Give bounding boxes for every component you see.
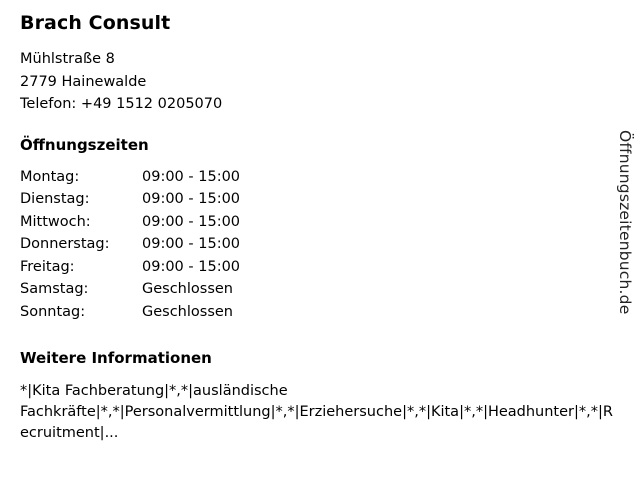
address-phone: Telefon: +49 1512 0205070 — [20, 96, 223, 112]
table-row — [20, 278, 240, 301]
hours-day-label: Donnerstag: — [20, 236, 110, 252]
watermark-label: Öffnungszeitenbuch.de — [616, 130, 634, 315]
business-listing — [20, 10, 620, 444]
hours-day-value: 09:00 - 15:00 — [142, 191, 241, 207]
more-information-text: *|Kita Fachberatung|*,*|ausländische Fachkräfte|*,*|Personalvermittlung|*,*|Erziehersuche|*,*|Kita|*,*|Headhunter|*,*|Recruitment|... — [20, 383, 613, 441]
table-row — [20, 166, 240, 189]
hours-day-label: Sonntag: — [20, 303, 86, 320]
hours-day-value: 09:00 - 15:00 — [142, 168, 241, 185]
table-row — [20, 211, 240, 234]
address-street: Mühlstraße 8 — [20, 51, 115, 67]
hours-day-label: Montag: — [20, 168, 80, 185]
opening-hours-heading: Öffnungszeiten — [20, 135, 149, 154]
table-row — [20, 188, 240, 211]
address-city: 2779 Hainewalde — [20, 73, 147, 90]
table-row — [20, 301, 240, 324]
hours-day-value: 09:00 - 15:00 — [142, 258, 241, 275]
table-row — [20, 256, 240, 279]
hours-day-value: 09:00 - 15:00 — [142, 213, 241, 230]
hours-day-value: Geschlossen — [142, 303, 233, 320]
opening-hours-table — [20, 166, 240, 324]
hours-day-value: Geschlossen — [142, 281, 233, 297]
hours-day-value: 09:00 - 15:00 — [142, 236, 241, 252]
hours-day-label: Mittwoch: — [20, 213, 91, 230]
table-row — [20, 233, 240, 256]
hours-day-label: Freitag: — [20, 258, 75, 275]
hours-day-label: Samstag: — [20, 281, 89, 297]
page-title: Brach Consult — [20, 12, 171, 34]
more-information-heading: Weitere Informationen — [20, 349, 212, 367]
address-block — [20, 48, 620, 116]
hours-day-label: Dienstag: — [20, 191, 90, 207]
